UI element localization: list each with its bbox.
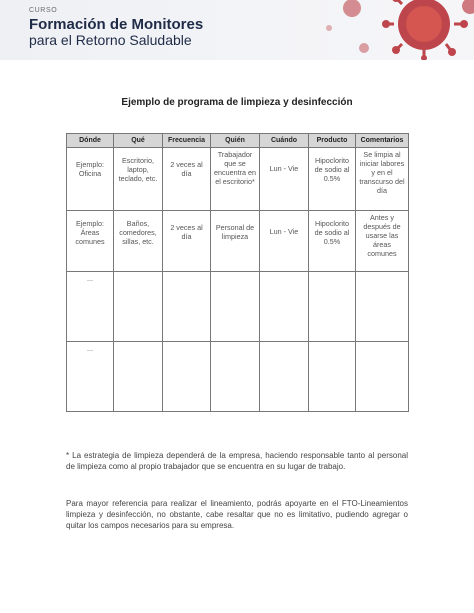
course-subtitle: para el Retorno Saludable xyxy=(29,32,192,48)
course-label: CURSO xyxy=(29,7,58,14)
header-producto: Producto xyxy=(309,134,356,148)
course-title: Formación de Monitores xyxy=(29,16,204,33)
table-cell xyxy=(163,342,211,412)
cleaning-program-table xyxy=(66,133,409,412)
table-cell xyxy=(114,272,163,342)
header-quien: Quién xyxy=(211,134,260,148)
table-cell: Antes y después de usarse las áreas comunes xyxy=(356,211,409,272)
footnote-cleaning-strategy: * La estrategia de limpieza dependerá de la empresa, haciendo responsable tanto al personal de limpieza como al propio trabajador que se encuentra en su lugar de trabajo. xyxy=(66,451,408,471)
table-cell xyxy=(163,272,211,342)
header-donde: Dónde xyxy=(67,134,114,148)
table-cell: Escritorio, laptop, teclado, etc. xyxy=(114,148,163,211)
table-cell xyxy=(309,342,356,412)
table-cell: 2 veces al día xyxy=(163,211,211,272)
table-cell: Ejemplo: Áreas comunes xyxy=(67,211,114,272)
table-row xyxy=(67,272,409,342)
table-cell xyxy=(260,272,309,342)
header-frecuencia: Frecuencia xyxy=(163,134,211,148)
table-cell xyxy=(211,342,260,412)
table-cell xyxy=(356,272,409,342)
table-cell: Ejemplo: Oficina xyxy=(67,148,114,211)
table-cell: 2 veces al día xyxy=(163,148,211,211)
table-row xyxy=(67,342,409,412)
table-cell: Hipoclorito de sodio al 0.5% xyxy=(309,148,356,211)
header-cuando: Cuándo xyxy=(260,134,309,148)
course-banner xyxy=(0,0,474,60)
table-cell xyxy=(211,272,260,342)
document-title: Ejemplo de programa de limpieza y desinfección xyxy=(121,97,353,108)
table-cell: Personal de limpieza xyxy=(211,211,260,272)
table-cell: ... xyxy=(67,272,114,342)
reference-note: Para mayor referencia para realizar el lineamiento, podrás apoyarte en el FTO-Lineamientos limpieza y desinfección, no obstante, cabe resaltar que no es limitativo, pudiendo agregar o quitar los campos necesarios para su empresa. xyxy=(66,499,408,530)
table-cell xyxy=(260,342,309,412)
table-row xyxy=(67,211,409,272)
table-header-row xyxy=(67,134,409,148)
table-cell: Baños, comedores, sillas, etc. xyxy=(114,211,163,272)
table-cell: Se limpia al iniciar labores y en el transcurso del día xyxy=(356,148,409,211)
header-que: Qué xyxy=(114,134,163,148)
table-cell xyxy=(356,342,409,412)
virus-illustration xyxy=(234,0,474,60)
table-cell: Hipoclorito de sodio al 0.5% xyxy=(309,211,356,272)
table-cell: Lun - Vie xyxy=(260,148,309,211)
header-comentarios: Comentarios xyxy=(356,134,409,148)
table-cell xyxy=(114,342,163,412)
table-cell xyxy=(309,272,356,342)
table-cell: ... xyxy=(67,342,114,412)
table-cell: Lun - Vie xyxy=(260,211,309,272)
table-cell: Trabajador que se encuentra en el escritorio* xyxy=(211,148,260,211)
table-row xyxy=(67,148,409,211)
